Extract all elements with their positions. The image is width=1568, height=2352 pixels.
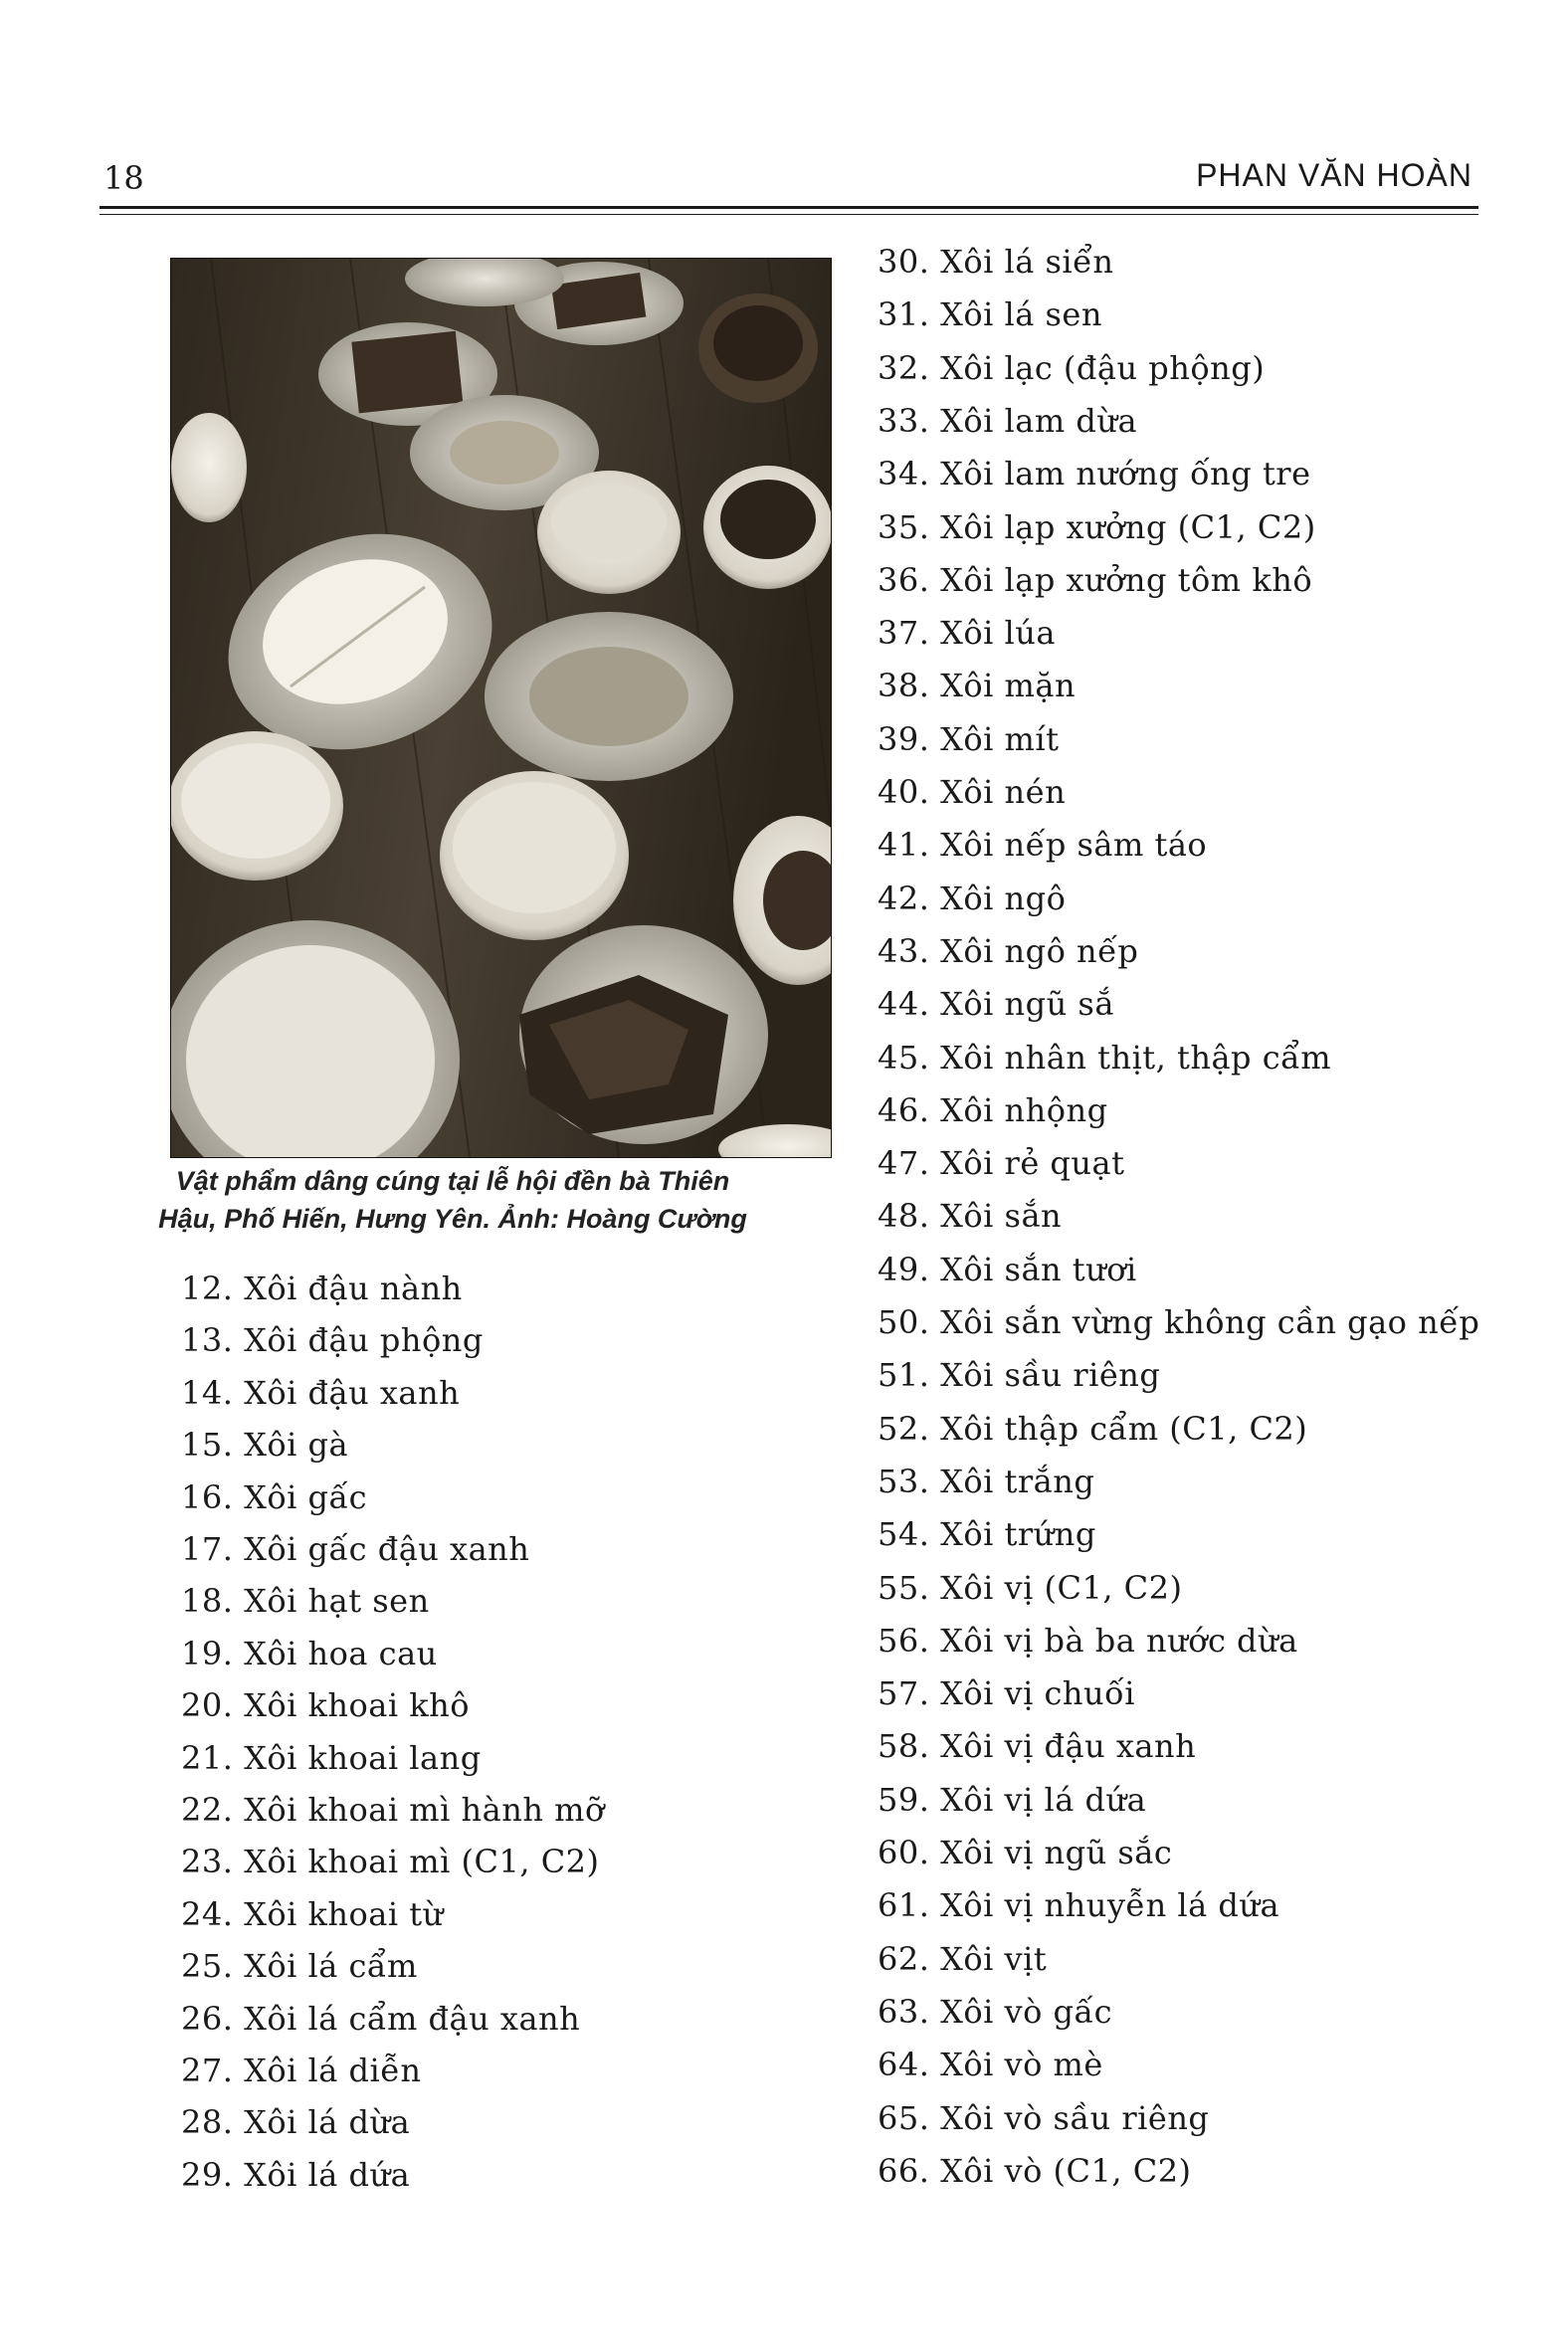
list-item: 12. Xôi đậu nành [181,1270,463,1307]
list-item: 58. Xôi vị đậu xanh [878,1727,1197,1766]
list-item: 43. Xôi ngô nếp [878,931,1139,970]
list-item: 46. Xôi nhộng [878,1090,1108,1129]
offerings-photo [170,258,832,1158]
list-item: 59. Xôi vị lá dứa [878,1780,1147,1819]
list-item: 31. Xôi lá sen [878,295,1102,334]
list-item: 27. Xôi lá diễn [181,2052,422,2089]
list-item: 26. Xôi lá cẩm đậu xanh [181,1999,581,2038]
list-item: 65. Xôi vò sầu riêng [878,2098,1210,2137]
list-item: 15. Xôi gà [181,1426,349,1465]
list-item: 25. Xôi lá cẩm [181,1947,418,1986]
list-item: 66. Xôi vò (C1, C2) [878,2151,1192,2190]
page-number: 18 [103,159,144,197]
list-item: 34. Xôi lam nướng ống tre [878,455,1311,493]
list-item: 41. Xôi nếp sâm táo [878,826,1208,865]
list-item: 21. Xôi khoai lang [181,1738,482,1777]
running-head: PHAN VĂN HOÀN [1196,157,1472,193]
list-item: 42. Xôi ngô [878,879,1067,917]
list-item: 61. Xôi vị nhuyễn lá dứa [878,1886,1280,1925]
photo-caption [109,1162,796,1238]
list-item: 64. Xôi vò mè [878,2046,1103,2084]
list-item: 48. Xôi sắn [878,1197,1063,1236]
list-item: 35. Xôi lạp xưởng (C1, C2) [878,507,1316,546]
list-item: 28. Xôi lá dừa [181,2103,411,2142]
list-item: 63. Xôi vò gấc [878,1992,1113,2031]
header-rule-thin [99,214,1478,215]
list-item: 37. Xôi lúa [878,614,1056,653]
list-item: 52. Xôi thập cẩm (C1, C2) [878,1409,1308,1448]
list-item: 44. Xôi ngũ sắ [878,985,1114,1024]
list-item: 45. Xôi nhân thịt, thập cẩm [878,1038,1332,1077]
list-item: 22. Xôi khoai mì hành mỡ [181,1791,605,1829]
list-item: 16. Xôi gấc [181,1477,368,1516]
list-item: 60. Xôi vị ngũ sắc [878,1834,1173,1871]
list-item: 54. Xôi trứng [878,1515,1096,1554]
list-item: 13. Xôi đậu phộng [181,1321,484,1360]
header-rule-thick [99,206,1478,209]
list-item: 29. Xôi lá dứa [181,2155,411,2194]
list-item: 17. Xôi gấc đậu xanh [181,1530,530,1568]
list-item: 14. Xôi đậu xanh [181,1373,461,1412]
list-item: 38. Xôi mặn [878,667,1077,705]
list-item: 39. Xôi mít [878,719,1060,758]
list-item: 32. Xôi lạc (đậu phộng) [878,348,1266,387]
list-item: 62. Xôi vịt [878,1939,1048,1978]
list-item: 36. Xôi lạp xưởng tôm khô [878,560,1313,599]
list-item: 55. Xôi vị (C1, C2) [878,1568,1183,1607]
caption-line-2: Hậu, Phố Hiến, Hưng Yên. Ảnh: Hoàng Cường [158,1204,747,1234]
list-item: 56. Xôi vị bà ba nước dừa [878,1621,1298,1660]
list-item: 50. Xôi sắn vừng không cần gạo nếp [878,1303,1480,1341]
list-item: 30. Xôi lá siển [878,243,1114,281]
list-item: 19. Xôi hoa cau [181,1634,438,1672]
list-item: 24. Xôi khoai từ [181,1894,444,1933]
list-item: 47. Xôi rẻ quạt [878,1144,1125,1183]
list-item: 51. Xôi sầu riêng [878,1356,1161,1395]
list-item: 57. Xôi vị chuối [878,1674,1135,1713]
list-item: 49. Xôi sắn tươi [878,1250,1137,1288]
list-item: 23. Xôi khoai mì (C1, C2) [181,1843,600,1881]
list-item: 18. Xôi hạt sen [181,1582,430,1621]
list-item: 33. Xôi lam dừa [878,401,1138,440]
caption-line-1: Vật phẩm dâng cúng tại lễ hội đền bà Thiên [175,1166,730,1196]
list-item: 53. Xôi trắng [878,1462,1095,1500]
list-item: 20. Xôi khoai khô [181,1686,471,1725]
list-item: 40. Xôi nén [878,773,1067,811]
